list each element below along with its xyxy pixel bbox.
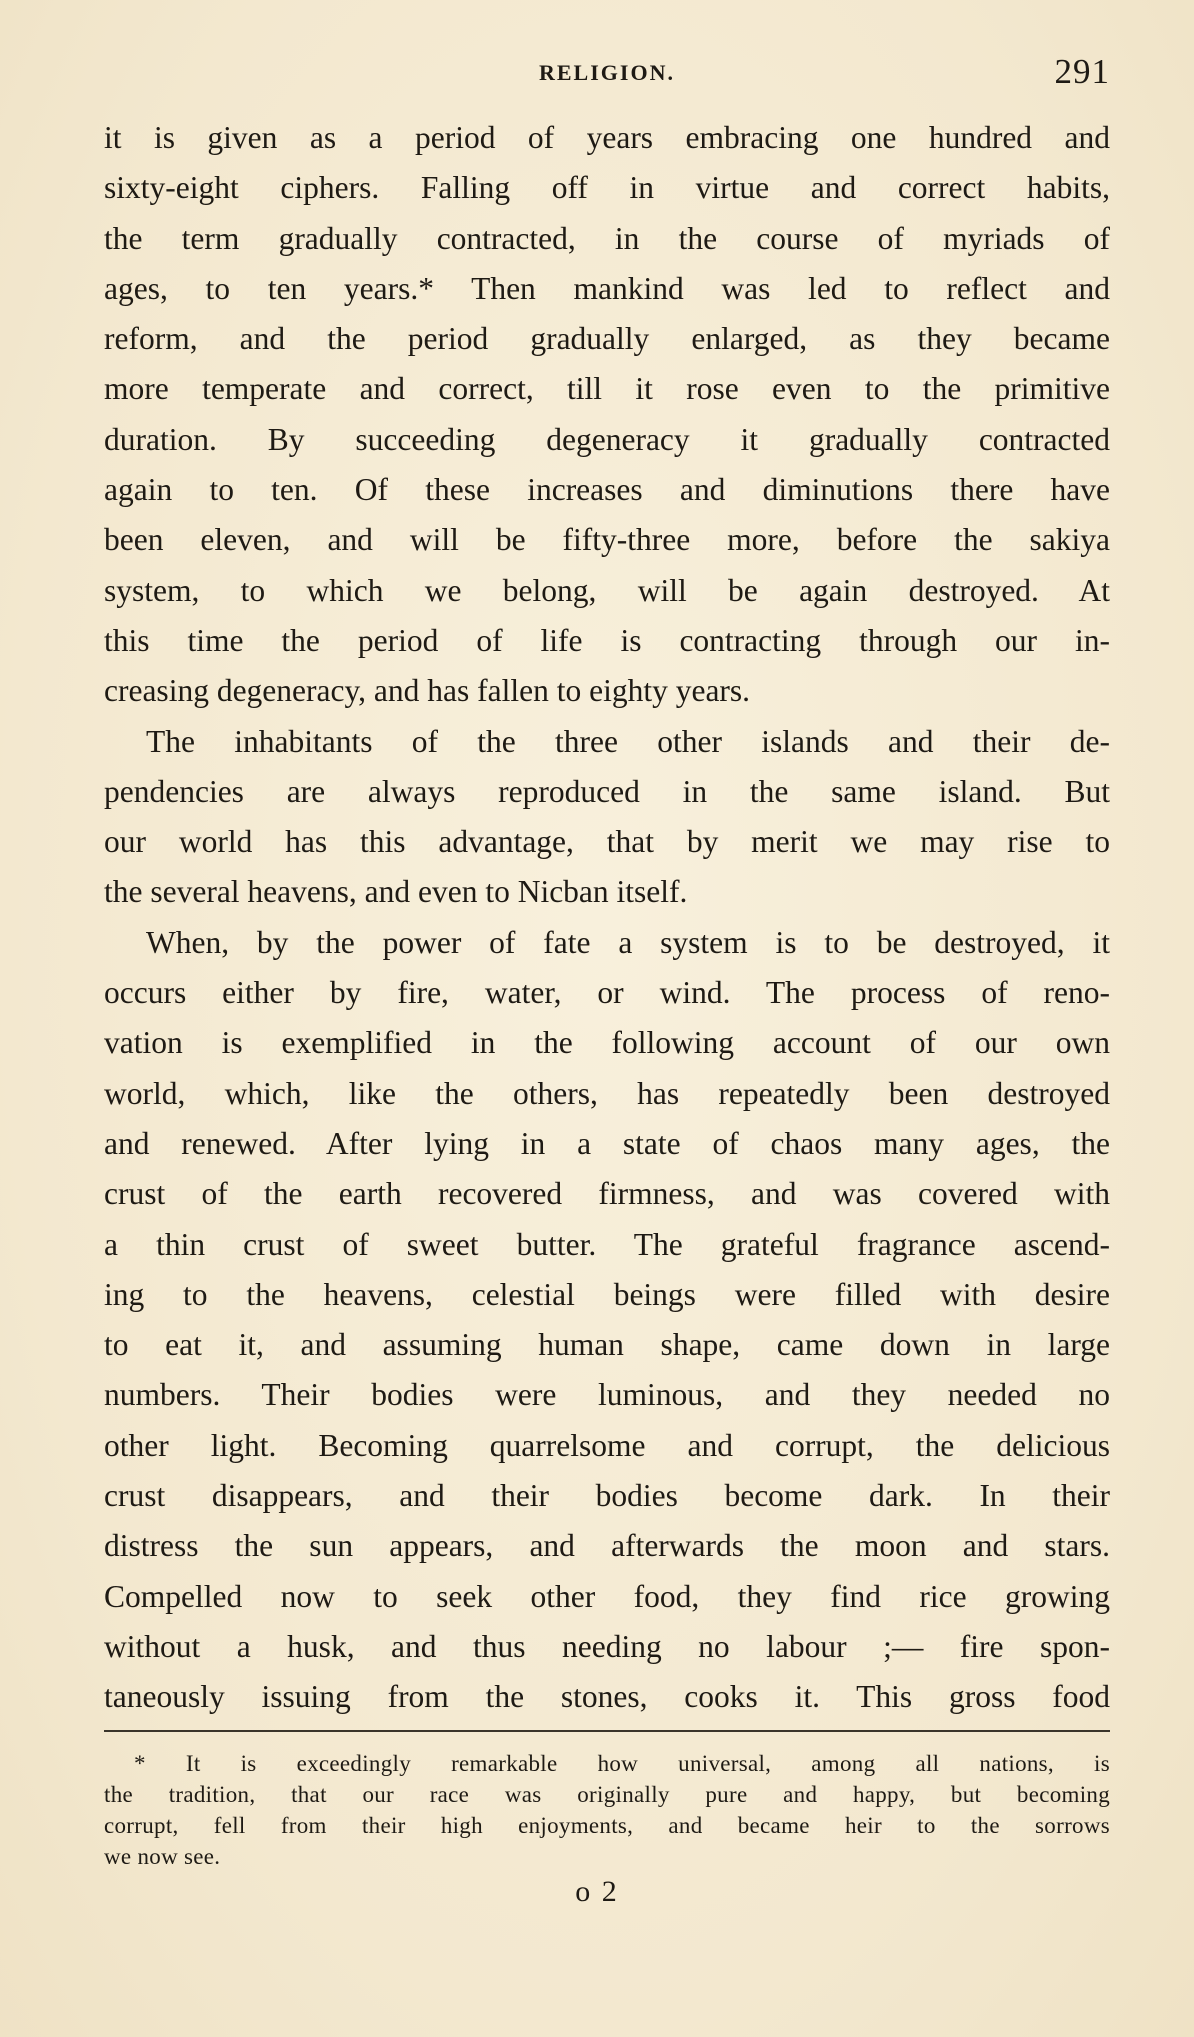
text-line: and renewed. After lying in a state of chaos many ages, the: [104, 1125, 1110, 1161]
text-line: it is given as a period of years embracing one hundred and: [104, 120, 1110, 155]
text-line: a thin crust of sweet butter. The grateful fragrance ascend-: [104, 1226, 1110, 1262]
text-line: other light. Becoming quarrelsome and corrupt, the delicious: [104, 1427, 1110, 1463]
text-line: vation is exemplified in the following account of our own: [104, 1025, 1110, 1061]
text-line: our world has this advantage, that by merit we may rise to: [104, 824, 1110, 860]
footnote-line: the tradition, that our race was originally pure and happy, but becoming: [104, 1782, 1110, 1807]
text-line: system, to which we belong, will be again destroyed. At: [104, 572, 1110, 608]
footnote-rule: [104, 1730, 1110, 1732]
text-line: been eleven, and will be fifty-three more, before the sakiya: [104, 522, 1110, 558]
text-line: numbers. Their bodies were luminous, and they needed no: [104, 1377, 1110, 1413]
body-text: [104, 113, 1110, 1723]
text-line: ing to the heavens, celestial beings were filled with desire: [104, 1276, 1110, 1312]
text-line: reform, and the period gradually enlarged, as they became: [104, 321, 1110, 357]
text-line: without a husk, and thus needing no labour ;— fire spon-: [104, 1628, 1110, 1664]
footnote: [104, 1748, 1110, 1872]
running-head: [104, 52, 1110, 92]
paragraph-start-line: The inhabitants of the three other islands and their de-: [146, 723, 1110, 759]
text-line: Compelled now to seek other food, they find rice growing: [104, 1578, 1110, 1614]
text-line: the several heavens, and even to Nicban itself.: [104, 874, 688, 910]
footnote-line: corrupt, fell from their high enjoyments, and became heir to the sorrows: [104, 1813, 1110, 1838]
footnote-line: * It is exceedingly remarkable how universal, among all nations, is: [134, 1751, 1110, 1776]
text-line: taneously issuing from the stones, cooks it. This gross food: [104, 1679, 1110, 1715]
page-number: 291: [1054, 52, 1110, 91]
footnote-line: we now see.: [104, 1844, 221, 1869]
paragraph-start-line: When, by the power of fate a system is to be destroyed, it: [146, 924, 1110, 960]
text-line: this time the period of life is contracting through our in-: [104, 622, 1110, 658]
running-title: RELIGION.: [539, 60, 675, 85]
text-line: crust disappears, and their bodies become dark. In their: [104, 1478, 1110, 1514]
text-line: the term gradually contracted, in the course of myriads of: [104, 220, 1110, 256]
text-line: pendencies are always reproduced in the same island. But: [104, 773, 1110, 809]
text-line: more temperate and correct, till it rose even to the primitive: [104, 371, 1110, 407]
text-line: sixty-eight ciphers. Falling off in virtue and correct habits,: [104, 170, 1110, 206]
text-line: creasing degeneracy, and has fallen to eighty years.: [104, 673, 751, 709]
text-line: distress the sun appears, and afterwards the moon and stars.: [104, 1528, 1110, 1564]
signature-mark: o 2: [575, 1875, 619, 1908]
text-line: world, which, like the others, has repeatedly been destroyed: [104, 1075, 1110, 1111]
text-line: occurs either by fire, water, or wind. The process of reno-: [104, 975, 1110, 1011]
text-line: to eat it, and assuming human shape, came down in large: [104, 1327, 1110, 1363]
text-line: ages, to ten years.* Then mankind was led to reflect and: [104, 270, 1110, 306]
text-line: crust of the earth recovered firmness, and was covered with: [104, 1176, 1110, 1212]
text-line: duration. By succeeding degeneracy it gradually contracted: [104, 421, 1110, 457]
text-line: again to ten. Of these increases and diminutions there have: [104, 472, 1110, 508]
